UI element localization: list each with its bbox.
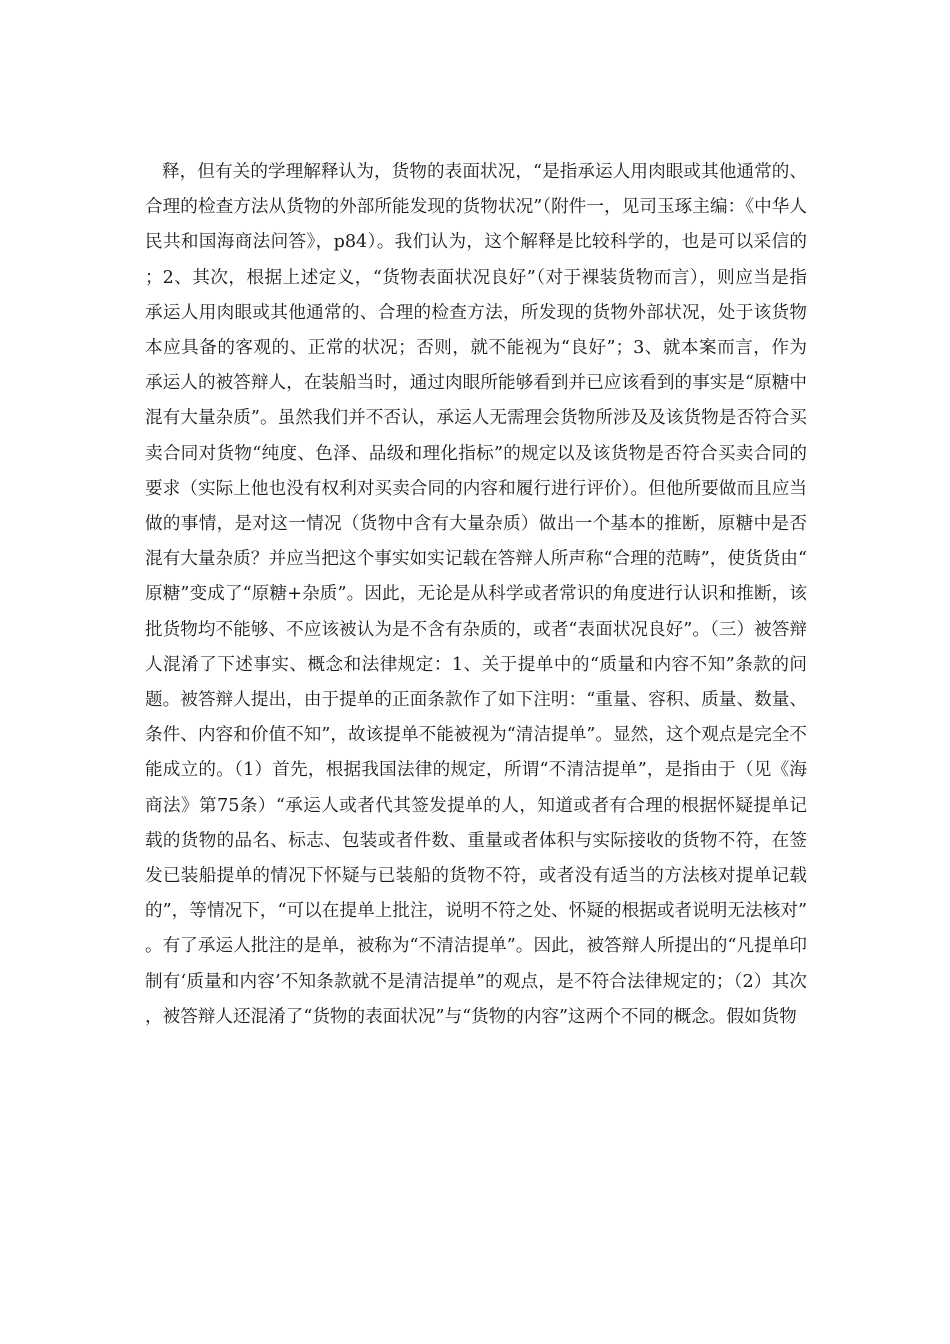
body-paragraph: 释，但有关的学理解释认为，货物的表面状况，“是指承运人用肉眼或其他通常的、合理的检查方法从货物的外部所能发现的货物状况”（附件一，见司玉琢主编：《中华人民共和国海商法问答》，p84）。我们认为，这个解释是比较科学的，也是可以采信的；2、其次，根据上述定义，“货物表面状况良好”（对于裸装货物而言），则应当是指承运人用肉眼或其他通常的、合理的检查方法，所发现的货物外部状况，处于该货物本应具备的客观的、正常的状况；否则，就不能视为“良好”；3、就本案而言，作为承运人的被答辩人，在装船当时，通过肉眼所能够看到并已应该看到的事实是“原糖中混有大量杂质”。虽然我们并不否认，承运人无需理会货物所涉及及该货物是否符合买卖合同对货物“纯度、色泽、品级和理化指标”的规定以及该货物是否符合买卖合同的要求（实际上他也没有权利对买卖合同的内容和履行进行评价）。但他所要做而且应当做的事情，是对这一情况（货物中含有大量杂质）做出一个基本的推断，原糖中是否混有大量杂质？并应当把这个事实如实记载在答辩人所声称“合理的范畴”，使货货由“原糖”变成了“原糖+杂质”。因此，无论是从科学或者常识的角度进行认识和推断，该批货物均不能够、不应该被认为是不含有杂质的，或者“表面状况良好”。（三）被答辩人混淆了下述事实、概念和法律规定：1、关于提单中的“质量和内容不知”条款的问题。被答辩人提出，由于提单的正面条款作了如下注明：“重量、容积、质量、数量、条件、内容和价值不知”，故该提单不能被视为“清洁提单”。显然，这个观点是完全不能成立的。（1）首先，根据我国法律的规定，所谓“不清洁提单”，是指由于（见《海商法》第75条）“承运人或者代其签发提单的人，知道或者有合理的根据怀疑提单记载的货物的品名、标志、包装或者件数、重量或者体积与实际接收的货物不符，在签发已装船提单的情况下怀疑与已装船的货物不符，或者没有适当的方法核对提单记载的”，等情况下，“可以在提单上批注，说明不符之处、怀疑的根据或者说明无法核对”。有了承运人批注的是单，被称为“不清洁提单”。因此，被答辩人所提出的“凡提单印制有‘质量和内容’不知条款就不是清洁提单”的观点，是不符合法律规定的；（2）其次，被答辩人还混淆了“货物的表面状况”与“货物的内容”这两个不同的概念。假如货物	[145, 162, 807, 1027]
